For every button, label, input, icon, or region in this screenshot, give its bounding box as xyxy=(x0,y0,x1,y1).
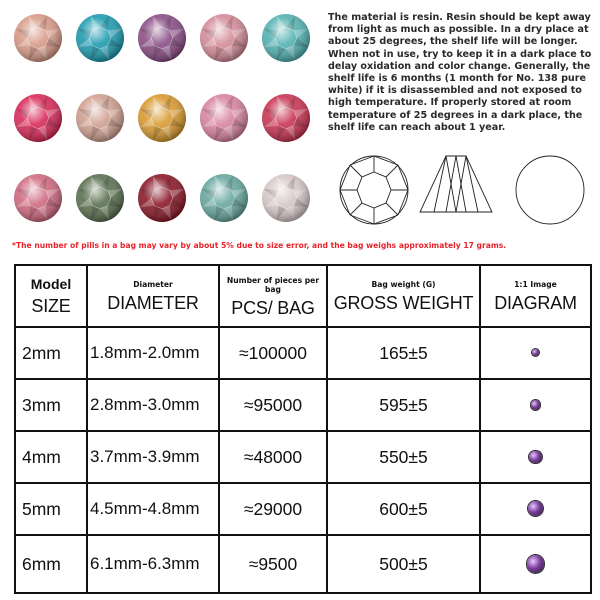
header-pcs-sub: Number of pieces per bag xyxy=(226,275,320,294)
weight-cell: 500±5 xyxy=(327,535,480,593)
diagram-cell xyxy=(480,327,591,379)
header-pcs xyxy=(219,265,327,327)
pieces-variance-note: *The number of pills in a bag may vary by about 5% due to size error, and the bag weighs approximately 17 grams. xyxy=(12,241,507,250)
rhinestone-sample-icon xyxy=(138,94,186,142)
weight-cell: 550±5 xyxy=(327,431,480,483)
rhinestone-size-icon xyxy=(531,400,541,410)
rhinestone-sample-icon xyxy=(76,94,124,142)
diameter-cell: 3.7mm-3.9mm xyxy=(87,431,219,483)
size-spec-table xyxy=(14,264,592,594)
rhinestone-sample-icon xyxy=(200,174,248,222)
rhinestone-sample-icon xyxy=(14,94,62,142)
diagram-cell xyxy=(480,483,591,535)
rhinestone-sample-icon xyxy=(262,94,310,142)
size-cell: 3mm xyxy=(15,379,87,431)
rhinestone-sample-icon xyxy=(262,174,310,222)
diagram-cell xyxy=(480,379,591,431)
top-view-diagram-icon xyxy=(340,156,408,224)
table-row xyxy=(15,379,591,431)
rhinestone-sample-icon xyxy=(76,14,124,62)
header-size-sub: Model xyxy=(30,275,72,292)
diameter-cell: 4.5mm-4.8mm xyxy=(87,483,219,535)
rhinestone-sample-icon xyxy=(14,174,62,222)
pcs-cell: ≈29000 xyxy=(219,483,327,535)
rhinestone-sample-icon xyxy=(262,14,310,62)
table-row xyxy=(15,431,591,483)
diameter-cell: 2.8mm-3.0mm xyxy=(87,379,219,431)
size-cell: 5mm xyxy=(15,483,87,535)
side-view-diagram-icon xyxy=(420,156,492,212)
header-diameter-main: DIAMETER xyxy=(107,293,199,313)
weight-cell: 165±5 xyxy=(327,327,480,379)
rhinestone-shape-diagrams xyxy=(338,150,596,234)
rhinestone-size-icon xyxy=(527,555,545,573)
pcs-cell: ≈48000 xyxy=(219,431,327,483)
diameter-cell: 1.8mm-2.0mm xyxy=(87,327,219,379)
header-weight-sub: Bag weight (G) xyxy=(371,280,436,289)
size-cell: 6mm xyxy=(15,535,87,593)
size-cell: 4mm xyxy=(15,431,87,483)
header-weight xyxy=(327,265,480,327)
rhinestone-size-icon xyxy=(529,451,541,463)
header-diameter xyxy=(87,265,219,327)
table-row xyxy=(15,483,591,535)
header-weight-main: GROSS WEIGHT xyxy=(333,293,474,313)
table-header-row xyxy=(15,265,591,327)
rhinestone-sample-icon xyxy=(76,174,124,222)
rhinestone-color-samples xyxy=(10,4,320,234)
rhinestone-size-icon xyxy=(528,501,543,516)
pcs-cell: ≈100000 xyxy=(219,327,327,379)
pcs-cell: ≈9500 xyxy=(219,535,327,593)
rhinestone-sample-icon xyxy=(14,14,62,62)
header-pcs-main: PCS/ BAG xyxy=(231,297,315,318)
bottom-view-diagram-icon xyxy=(516,156,584,224)
header-diagram-main: DIAGRAM xyxy=(494,293,577,313)
diagram-cell xyxy=(480,535,591,593)
header-diagram-sub: 1:1 Image xyxy=(514,280,557,289)
pcs-cell: ≈95000 xyxy=(219,379,327,431)
rhinestone-sample-icon xyxy=(138,14,186,62)
header-diagram xyxy=(480,265,591,327)
table-row xyxy=(15,327,591,379)
diameter-cell: 6.1mm-6.3mm xyxy=(87,535,219,593)
rhinestone-sample-icon xyxy=(200,94,248,142)
table-row xyxy=(15,535,591,593)
weight-cell: 600±5 xyxy=(327,483,480,535)
rhinestone-size-icon xyxy=(532,349,539,356)
diagram-cell xyxy=(480,431,591,483)
size-cell: 2mm xyxy=(15,327,87,379)
weight-cell: 595±5 xyxy=(327,379,480,431)
rhinestone-sample-icon xyxy=(138,174,186,222)
header-size xyxy=(15,265,87,327)
rhinestone-sample-icon xyxy=(200,14,248,62)
header-size-main: SIZE xyxy=(31,295,71,316)
material-description: The material is resin. Resin should be kept away from light as much as possible. In a dry place at about 25 degrees, the shelf life will be longer. When not in use, try to keep it in a dark place to delay oxidation and color change. Generally, the shelf life is 6 months (1 month for No. 138 pure white) if it is disassembled and not exposed to high temperature. If properly stored at room temperature of 25 degrees in a dark place, the shelf life can reach about 1 year. xyxy=(328,12,592,133)
header-diameter-sub: Diameter xyxy=(133,280,173,289)
